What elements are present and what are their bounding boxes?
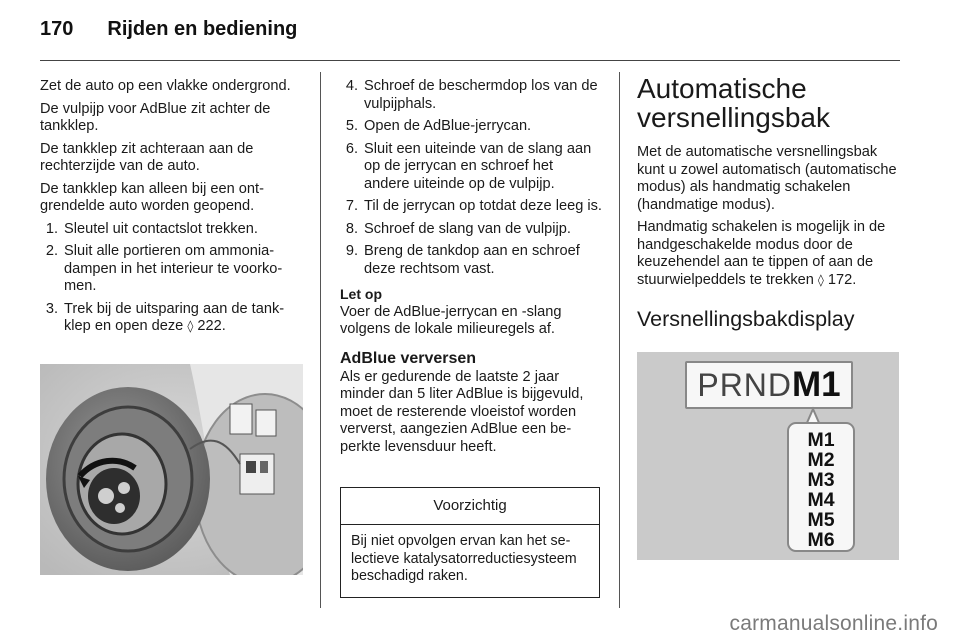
step-number: 4.: [345, 78, 358, 94]
watermark: carmanualsonline.info: [729, 612, 938, 635]
list-item: M1: [807, 429, 835, 451]
column-1: [40, 78, 302, 341]
paragraph: De tankklep kan alleen bij een ontgrendelde auto worden geopend.: [40, 180, 264, 214]
page-pointer-icon: ◊: [817, 272, 824, 287]
page-reference-link[interactable]: 222.: [197, 318, 226, 334]
filler-neck-illustration: [40, 364, 303, 575]
header-rule: [40, 60, 900, 61]
page-number: 170: [40, 18, 74, 40]
step-number: 8.: [345, 220, 358, 237]
column-divider-2: [619, 72, 620, 608]
step-text: Sluit een uiteinde van de slang aan op de jerrycan en schroef het andere uiteinde op de vulpijp.: [364, 140, 592, 192]
list-item: [340, 198, 602, 216]
section-title: Automatische versnellingsbak: [637, 73, 830, 133]
note-title: Let op: [340, 286, 382, 302]
step-number: 2.: [45, 243, 58, 259]
list-item: [340, 118, 602, 136]
step-text: Til de jerrycan op totdat deze leeg is.: [364, 198, 602, 214]
subsection-title: Versnellingsbakdisplay: [637, 307, 855, 331]
caution-box: [340, 487, 600, 598]
column-2: [340, 78, 602, 461]
column-divider-1: [320, 72, 321, 608]
step-number: 7.: [345, 198, 358, 214]
step-text: Schroef de beschermdop los van de vulpijphals.: [364, 78, 598, 112]
list-item: [40, 301, 302, 336]
page-reference-link[interactable]: 172.: [827, 271, 857, 288]
list-item: M3: [807, 469, 835, 491]
step-list: [40, 221, 302, 336]
step-text: Sleutel uit contactslot trekken.: [64, 220, 258, 237]
caution-title: Voorzichtig: [341, 488, 599, 525]
column-3: [637, 74, 902, 331]
paragraph: Met de automatische versnellingsbak kunt u zowel automatisch (automatische modus) als handmatig schakelen (handmatige modus).: [637, 144, 897, 213]
step-text: Trek bij de uitsparing aan de tankklep en open deze: [64, 300, 285, 334]
step-text: Schroef de slang van de vulpijp.: [364, 220, 571, 237]
list-item: [340, 141, 602, 194]
list-item: [340, 78, 602, 113]
list-item: M4: [807, 489, 835, 511]
gear-selector-letters: PRND: [697, 367, 793, 403]
step-list: [340, 78, 602, 278]
page-header: [40, 18, 297, 41]
section-text: Als er gedurende de laatste 2 jaar minder dan 5 liter AdBlue is bijgevuld, moet de resterende vloeistof worden ververst, aangezien AdBlue een beperkte levensduur heeft.: [340, 368, 584, 455]
list-item: M6: [807, 529, 835, 551]
step-number: 9.: [345, 243, 358, 259]
caution-text: Bij niet opvolgen ervan kan het selectieve katalysatorreductiesysteem beschadigd raken.: [351, 533, 577, 584]
callout-cover: [637, 352, 899, 560]
list-item: [40, 221, 302, 239]
step-number: 6.: [345, 140, 358, 157]
paragraph: Zet de auto op een vlakke ondergrond.: [40, 78, 291, 94]
list-item: M5: [807, 509, 835, 531]
step-number: 3.: [45, 300, 58, 317]
step-text: Open de AdBlue-jerrycan.: [364, 118, 532, 134]
step-text: Sluit alle portieren om ammoniadampen in het interieur te voorkomen.: [64, 243, 283, 294]
section-heading: AdBlue verversen: [340, 349, 477, 367]
paragraph: De vulpijp voor AdBlue zit achter de tankklep.: [40, 100, 271, 134]
list-item: M2: [807, 449, 835, 471]
step-number: 1.: [45, 220, 58, 237]
chapter-title: Rijden en bediening: [107, 18, 298, 40]
paragraph: De tankklep zit achteraan aan de rechterzijde van de auto.: [40, 140, 254, 174]
list-item: [340, 243, 602, 278]
adblue-filler-photo: [40, 364, 303, 575]
list-item: [340, 221, 602, 239]
note-text: Voer de AdBlue-jerrycan en -slang volgens de lokale milieuregels af.: [340, 303, 562, 337]
step-number: 5.: [345, 118, 358, 134]
paragraph: Handmatig schakelen is mogelijk in de handgeschakelde modus door de keuzehendel aan te tippen of aan de stuurwielpeddels te trekken: [637, 219, 886, 288]
active-gear: M1: [792, 365, 841, 404]
list-item: [40, 243, 302, 296]
page-pointer-icon: ◊: [187, 319, 194, 333]
step-text: Breng de tankdop aan en schroef deze rechtsom vast.: [364, 243, 580, 277]
